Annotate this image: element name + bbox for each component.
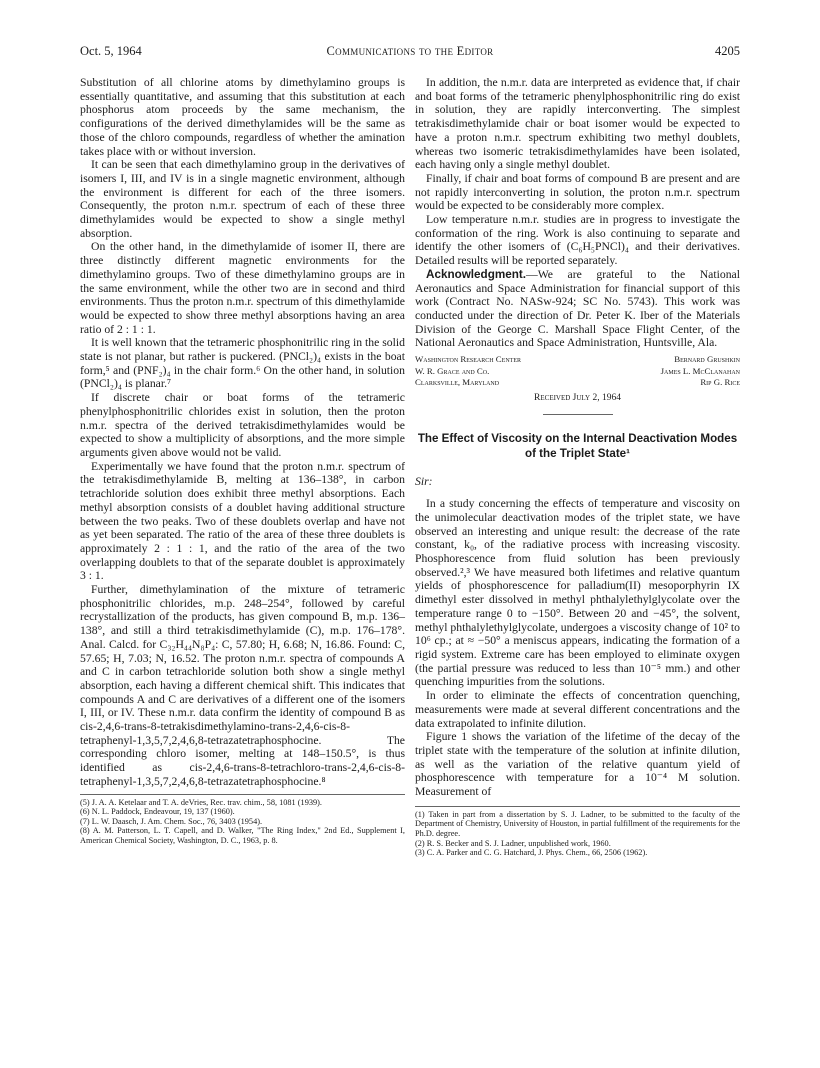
affiliation-line: Washington Research Center <box>415 354 521 365</box>
footnotes-left <box>80 794 405 846</box>
author-name: Rip G. Rice <box>700 377 740 388</box>
footnote: (1) Taken in part from a dissertation by S. J. Ladner, to be submitted to the faculty of the Department of Chemistry, University of Houston, in partial fulfillment of the requirements for the Ph.D. degree. <box>415 809 740 838</box>
article-title: The Effect of Viscosity on the Internal Deactivation Modes of the Triplet State¹ <box>417 431 738 460</box>
acknowledgment-heading: Acknowledgment. <box>426 267 527 281</box>
body-paragraph: If discrete chair or boat forms of the tetrameric phenylphosphonitrilic chlorides exist in solution, then the proton n.m.r. spectra of the derived tetrakisdimethylamides would be expected to show a multiplicity of absorptions, and the more simple arguments given above would not be valid. <box>80 391 405 459</box>
footnote: (3) C. A. Parker and C. G. Hatchard, J. Phys. Chem., 66, 2506 (1962). <box>415 848 648 858</box>
body-paragraph: Low temperature n.m.r. studies are in progress to investigate the conformation of the ring. Work is also continuing to separate and identify the other isomers of (C₆H₅PNCl)₄ and their derivatives. Detailed results will be reported separately. <box>415 213 740 268</box>
body-paragraph: Substitution of all chlorine atoms by dimethylamino groups is essentially quantitative, and assuming that this substitution at each phosphorus atom proceeds by the same mechanism, the configurations of the derived dimethylamides will be the same as those of the chloro compounds, regardless of whether the amination takes place with or without inversion. <box>80 76 405 158</box>
received-date: Received July 2, 1964 <box>534 392 621 403</box>
body-paragraph: In addition, the n.m.r. data are interpreted as evidence that, if chair and boat forms of the tetrameric phenylphosphonitrilic ring do exist in solution, they are rapidly interconverting. The simplest tetrakisdimethylamide chair or boat isomer would be expected to have a proton n.m.r. spectrum exhibiting two methyl doublets, whereas two isomeric tetrakisdimethylamides have been isolated, each having only a single methyl doublet. <box>415 76 740 172</box>
author-affiliation <box>415 354 740 389</box>
affiliation-line: Clarksville, Maryland <box>415 377 500 388</box>
footnote: (6) N. L. Paddock, Endeavour, 19, 137 (1960). <box>80 807 235 817</box>
footnotes-right <box>415 806 740 858</box>
affiliation-line: W. R. Grace and Co. <box>415 365 490 376</box>
section-divider <box>543 414 613 415</box>
author-name: Bernard Grushkin <box>674 354 740 365</box>
body-paragraph: It can be seen that each dimethylamino group in the derivatives of isomers I, III, and IV is in a single magnetic environment, although the environment is different for each of the three isomers. Consequently, the proton n.m.r. spectrum of each of these three dimethylamides would be expected to show a single methyl absorption. <box>80 158 405 240</box>
header-page-number: 4205 <box>715 44 740 58</box>
salutation: Sir: <box>415 474 433 488</box>
footnote: (2) R. S. Becker and S. J. Ladner, unpublished work, 1960. <box>415 838 611 848</box>
body-paragraph: In order to eliminate the effects of concentration quenching, measurements were made at several different concentrations and the data extrapolated to infinite dilution. <box>415 689 740 730</box>
running-header <box>80 44 740 60</box>
body-paragraph: Experimentally we have found that the proton n.m.r. spectrum of the tetrakisdimethylamide B, melting at 136–138°, in carbon tetrachloride solution does exhibit three methyl absorptions. Each methyl absorption consists of a doublet having additional structure between the two peaks. Two of these doublets overlap and have not as yet been separated. The ratio of the area of these three doublets is approximately 2 : 1 : 1, and the ratio of the area of the two overlapping doublets to that of the separate doublet is approximately 3 : 1. <box>80 459 405 583</box>
header-section: Communications to the Editor <box>326 44 494 58</box>
body-paragraph: On the other hand, in the dimethylamide of isomer II, there are three distinctly different magnetic environments for the dimethylamino groups. Two of these dimethylamino groups are in the same environment, while the other two are in second and third environments. Thus the proton n.m.r. spectrum of this dimethylamide would be expected to show three methyl absorptions having an area ratio of 2 : 1 : 1. <box>80 240 405 336</box>
acknowledgment-paragraph <box>415 268 740 350</box>
right-column <box>415 76 740 858</box>
footnote: (8) A. M. Patterson, L. T. Capell, and D. Walker, "The Ring Index," 2nd Ed., Supplement I, American Chemical Society, Washington, D. C., 1963, p. 8. <box>80 826 405 845</box>
body-paragraph: Further, dimethylamination of the mixture of tetrameric phosphonitrilic chlorides, m.p. 248–254°, followed by careful recrystallization of the products, has given compound B, m.p. 136–138°, and still a third tetrakisdimethylamide (C), m.p. 176–178°. Anal. Calcd. for C₃₂H₄₄N₈P₄: C, 57.80; H, 6.68; N, 16.86. Found: C, 57.65; H, 7.03; N, 16.52. The proton n.m.r. spectra of compounds A and C in carbon tetrachloride solution both show a single methyl absorption, each having a different chemical shift. This indicates that compounds A and C are derivatives of a different one of the isomers I, III, or IV. These n.m.r. data confirm the identity of compound B as cis-2,4,6-trans-8-tetrakisdimethylamino-trans-2,4,6-cis-8-tetraphenyl-1,3,5,7,2,4,6,8-tetrazatetraphosphocine. The corresponding chloro isomer, melting at 148–150.5°, is thus identified as cis-2,4,6-trans-8-tetrachloro-trans-2,4,6-cis-8-tetraphenyl-1,3,5,7,2,4,6,8-tetrazatetraphosphocine.⁸ <box>80 583 405 788</box>
body-paragraph: In a study concerning the effects of temperature and viscosity on the unimolecular deactivation modes of the triplet state, we have observed an interesting and unique result: the decrease of the rate constant, k₀, of the radiative process with increasing viscosity. Phosphorescence from fluid solution has been previously observed.²,³ We have measured both lifetimes and relative quantum yields of phosphorescence for palladium(II) mesoporphyrin IX dimethyl ester dissolved in methyl phthalylethylglycolate over the temperature range 0 to −150°. Between 20 and −45°, the solvent, methyl phthalylethylglycolate, undergoes a viscosity change of 10² to 10⁶ cp.; at ≈ −50° a meniscus appears, indicating the formation of a rigid system. Extreme care has been employed to eliminate oxygen (the partial pressure was reduced to less than 10⁻⁵ mm.) and other quenching impurities from the solutions. <box>415 497 740 689</box>
footnote: (5) J. A. A. Ketelaar and T. A. deVries, Rec. trav. chim., 58, 1081 (1939). <box>80 797 322 807</box>
header-date: Oct. 5, 1964 <box>80 44 142 58</box>
acknowledgment-text: —We are grateful to the National Aeronautics and Space Administration for financial support of this work (Contract No. NASw-924; SC No. 5743). This work was conducted under the direction of Dr. Peter K. Iber of the Materials Division of the George C. Marshall Space Flight Center, of the National Aeronautics and Space Administration, Huntsville, Ala. <box>415 267 740 350</box>
left-column <box>80 76 405 846</box>
footnote: (7) L. W. Daasch, J. Am. Chem. Soc., 76, 3403 (1954). <box>80 816 263 826</box>
body-paragraph: Finally, if chair and boat forms of compound B are present and are not rapidly interconverting in solution, the proton n.m.r. spectrum would be expected to be considerably more complex. <box>415 171 740 213</box>
body-paragraph: It is well known that the tetrameric phosphonitrilic ring in the solid state is not planar, but rather is puckered. (PNCl₂)₄ exists in the boat form,⁵ and (PNF₂)₄ in the chair form.⁶ On the other hand, in solution (PNCl₂)₄ is planar.⁷ <box>80 336 405 391</box>
author-name: James L. McClanahan <box>660 365 740 376</box>
body-paragraph: Figure 1 shows the variation of the lifetime of the decay of the triplet state with the temperature of the solution at infinite dilution, as well as the variation of the relative quantum yield of phosphorescence with temperature for a 10⁻⁴ M solution. Measurement of <box>415 730 740 799</box>
